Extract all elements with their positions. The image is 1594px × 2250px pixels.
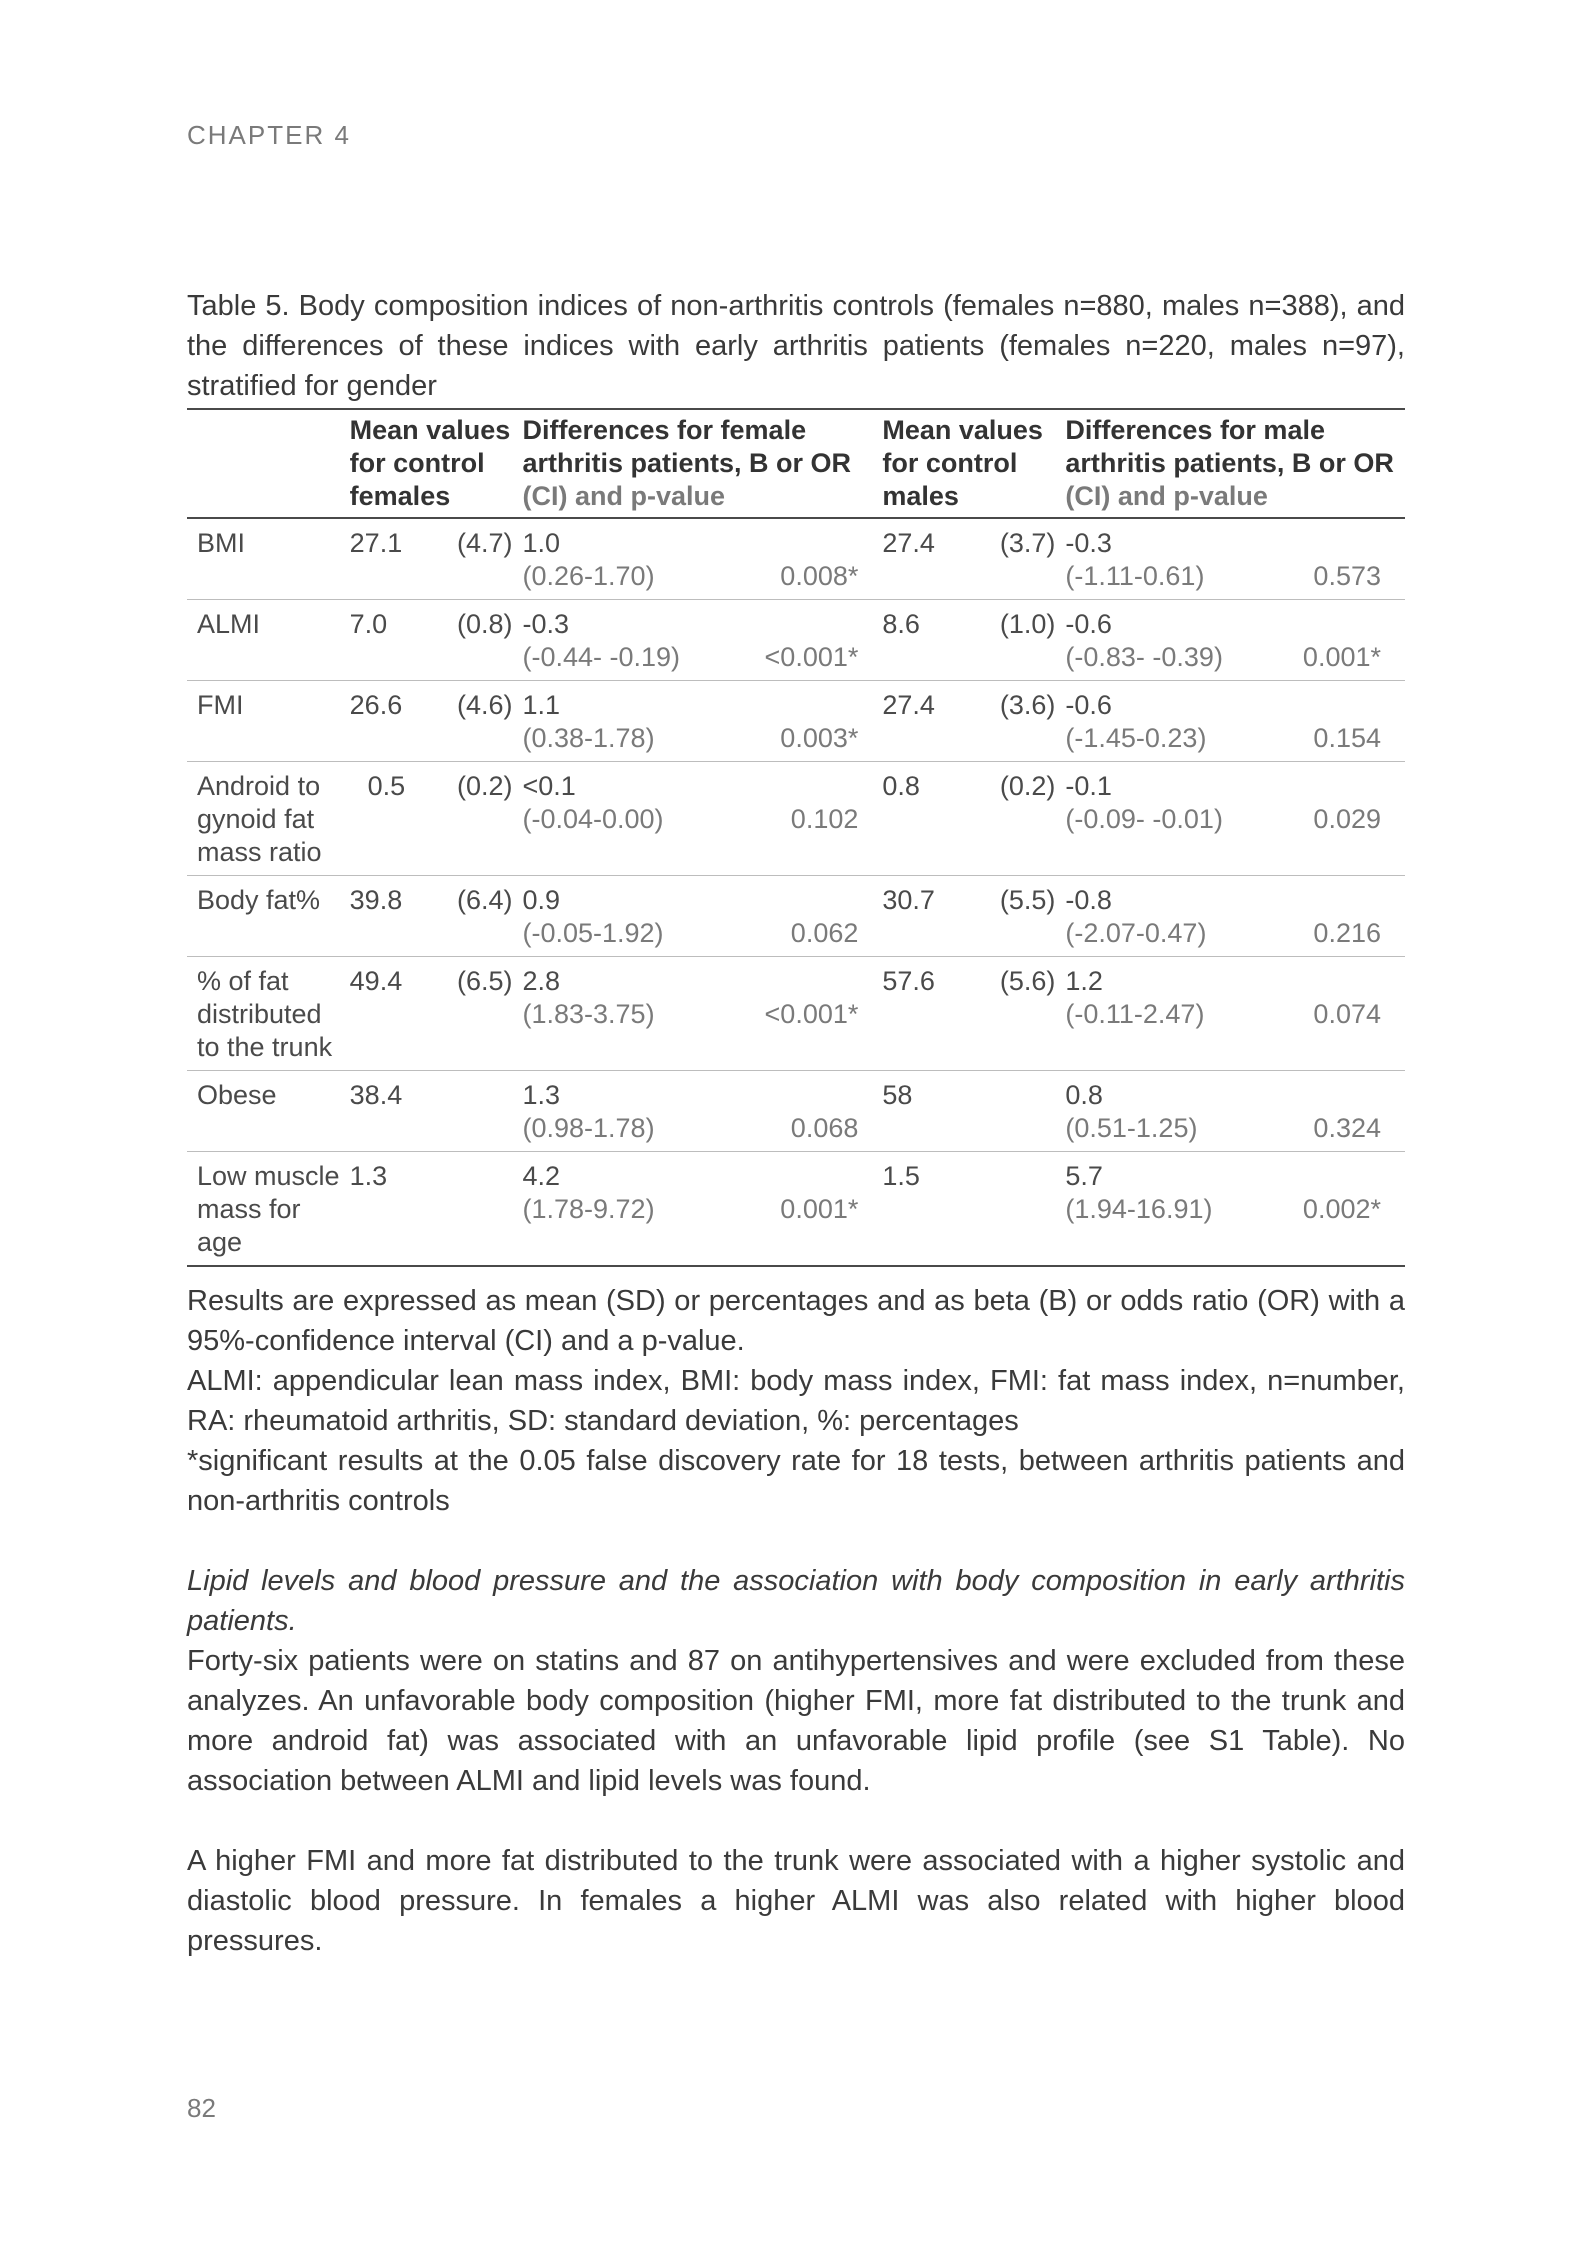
- male-ci: (0.51-1.25): [1065, 1113, 1198, 1143]
- male-mean: 1.5: [882, 1161, 920, 1191]
- male-p: [1289, 762, 1405, 876]
- female-sd: (0.2): [456, 771, 513, 801]
- female-p: [756, 518, 882, 600]
- row-label: % of fat distributed to the trunk: [197, 966, 333, 1062]
- male-mean: 30.7: [882, 885, 935, 915]
- note-significance: *significant results at the 0.05 false discovery rate for 18 tests, between arthritis patients and non-arthritis controls: [187, 1445, 1405, 1517]
- female-sd: (4.6): [456, 690, 513, 720]
- male-sd: (5.6): [999, 966, 1056, 996]
- male-b: -0.8: [1065, 885, 1112, 915]
- table-row: [187, 762, 1405, 876]
- female-p: [756, 681, 882, 762]
- male-mean: 8.6: [882, 609, 920, 639]
- female-diff: [522, 957, 756, 1071]
- table-row: [187, 1152, 1405, 1267]
- female-diff: [522, 681, 756, 762]
- female-p-value: 0.001*: [780, 1194, 859, 1224]
- male-p-value: 0.029: [1313, 804, 1381, 834]
- female-ci: (-0.04-0.00): [522, 804, 664, 834]
- male-p: [1289, 681, 1405, 762]
- table-row: [187, 1071, 1405, 1152]
- page-number: 82: [187, 2093, 216, 2123]
- male-mean: 58: [882, 1080, 913, 1110]
- male-diff: [1065, 600, 1289, 681]
- male-p: [1289, 957, 1405, 1071]
- male-diff: [1065, 518, 1289, 600]
- female-p-value: 0.008*: [780, 561, 859, 591]
- header-diff-female-main: Differences for female arthritis patients, B or OR: [522, 415, 852, 478]
- male-b: -0.3: [1065, 528, 1112, 558]
- female-diff: [522, 1152, 756, 1267]
- note-results: Results are expressed as mean (SD) or percentages and as beta (B) or odds ratio (OR) with a 95%-confidence interval (CI) and a p-value.: [187, 1285, 1405, 1357]
- male-p-value: 0.216: [1313, 918, 1381, 948]
- female-p: [756, 957, 882, 1071]
- female-b: 1.1: [522, 690, 561, 720]
- header-empty: [187, 409, 350, 518]
- female-sd: (6.4): [456, 885, 513, 915]
- female-sd: (0.8): [456, 609, 513, 639]
- male-mean: 57.6: [882, 966, 935, 996]
- male-diff: [1065, 876, 1289, 957]
- header-mean-female: Mean values for control females: [350, 409, 523, 518]
- male-p-value: 0.573: [1313, 561, 1381, 591]
- male-diff: [1065, 1071, 1289, 1152]
- lipid-section: [187, 1561, 1405, 1961]
- header-diff-female-ci: (CI) and p-value: [522, 481, 725, 511]
- table-row: [187, 957, 1405, 1071]
- female-sd: (4.7): [456, 528, 513, 558]
- female-mean: 0.5: [367, 771, 406, 801]
- female-p-value: <0.001*: [764, 999, 859, 1029]
- male-sd: [974, 1071, 1066, 1152]
- female-ci: (0.38-1.78): [522, 723, 655, 753]
- female-mean: 38.4: [349, 1080, 403, 1110]
- female-mean: 39.8: [349, 885, 403, 915]
- male-sd: (3.7): [999, 528, 1056, 558]
- female-p-value: 0.068: [790, 1113, 859, 1143]
- female-b: 4.2: [522, 1161, 561, 1191]
- male-b: 1.2: [1065, 966, 1103, 996]
- row-label: BMI: [197, 528, 246, 558]
- note-abbreviations: ALMI: appendicular lean mass index, BMI: body mass index, FMI: fat mass index, n=number, RA: rheumatoid arthritis, SD: standard deviation, %: percentages: [187, 1365, 1405, 1437]
- male-mean: 27.4: [882, 690, 935, 720]
- male-diff: [1065, 957, 1289, 1071]
- male-p-value: 0.154: [1313, 723, 1381, 753]
- table-header-row: [187, 409, 1405, 518]
- female-diff: [522, 600, 756, 681]
- male-p-value: 0.002*: [1302, 1194, 1381, 1224]
- page-content: [187, 286, 1405, 1961]
- female-b: <0.1: [522, 771, 576, 801]
- female-diff: [522, 518, 756, 600]
- female-ci: (-0.44- -0.19): [522, 642, 681, 672]
- female-p: [756, 1071, 882, 1152]
- female-p: [756, 1152, 882, 1267]
- male-b: 5.7: [1065, 1161, 1103, 1191]
- male-sd: (3.6): [999, 690, 1056, 720]
- female-diff: [522, 876, 756, 957]
- header-diff-female: [522, 409, 882, 518]
- male-mean: 27.4: [882, 528, 935, 558]
- male-ci: (-1.11-0.61): [1065, 561, 1205, 591]
- male-p: [1289, 1152, 1405, 1267]
- male-mean: 0.8: [882, 771, 920, 801]
- table-caption: Table 5. Body composition indices of non-arthritis controls (females n=880, males n=388), and the differences of these indices with early arthritis patients (females n=220, males n=97), stratified for gender: [187, 290, 1405, 402]
- header-mean-male: Mean values for control males: [882, 409, 1065, 518]
- male-p-value: 0.001*: [1302, 642, 1381, 672]
- female-mean: 27.1: [349, 528, 403, 558]
- male-ci: (-0.83- -0.39): [1065, 642, 1223, 672]
- female-mean: 49.4: [349, 966, 403, 996]
- row-label: Android to gynoid fat mass ratio: [197, 771, 322, 867]
- male-ci: (1.94-16.91): [1065, 1194, 1213, 1224]
- female-mean: 26.6: [349, 690, 403, 720]
- female-b: 2.8: [522, 966, 561, 996]
- table-row: [187, 681, 1405, 762]
- male-sd: (5.5): [999, 885, 1056, 915]
- male-ci: (-0.11-2.47): [1065, 999, 1205, 1029]
- male-b: -0.6: [1065, 690, 1112, 720]
- table-notes: [187, 1281, 1405, 1521]
- male-p-value: 0.074: [1313, 999, 1381, 1029]
- male-b: -0.6: [1065, 609, 1112, 639]
- male-sd: [974, 1152, 1066, 1267]
- female-p-value: 0.102: [790, 804, 859, 834]
- female-ci: (0.98-1.78): [522, 1113, 655, 1143]
- male-ci: (-2.07-0.47): [1065, 918, 1207, 948]
- female-sd: (6.5): [456, 966, 513, 996]
- male-p-value: 0.324: [1313, 1113, 1381, 1143]
- female-ci: (-0.05-1.92): [522, 918, 664, 948]
- female-b: 1.0: [522, 528, 561, 558]
- header-diff-male: [1065, 409, 1405, 518]
- female-ci: (0.26-1.70): [522, 561, 655, 591]
- female-p: [756, 876, 882, 957]
- row-label: Obese: [197, 1080, 277, 1110]
- female-mean: 7.0: [349, 609, 388, 639]
- male-p: [1289, 600, 1405, 681]
- male-p: [1289, 876, 1405, 957]
- male-diff: [1065, 762, 1289, 876]
- header-diff-male-main: Differences for male arthritis patients, B or OR: [1065, 415, 1394, 478]
- row-label: Low muscle mass for age: [197, 1161, 340, 1257]
- female-b: 1.3: [522, 1080, 561, 1110]
- male-sd: (1.0): [999, 609, 1056, 639]
- female-sd: [441, 1071, 522, 1152]
- female-diff: [522, 762, 756, 876]
- male-p: [1289, 1071, 1405, 1152]
- male-ci: (-0.09- -0.01): [1065, 804, 1223, 834]
- female-p: [756, 600, 882, 681]
- male-diff: [1065, 681, 1289, 762]
- female-p-value: 0.062: [790, 918, 859, 948]
- table-row: [187, 518, 1405, 600]
- table-row: [187, 876, 1405, 957]
- female-ci: (1.78-9.72): [522, 1194, 655, 1224]
- female-p-value: <0.001*: [764, 642, 859, 672]
- header-diff-male-ci: (CI) and p-value: [1065, 481, 1268, 511]
- row-label: FMI: [197, 690, 244, 720]
- body-composition-table: [187, 408, 1405, 1267]
- female-b: -0.3: [522, 609, 570, 639]
- male-p: [1289, 518, 1405, 600]
- section-paragraph: Forty-six patients were on statins and 87 on antihypertensives and were excluded from these analyzes. An unfavorable body composition (higher FMI, more fat distributed to the trunk and more android fat) was associated with an unfavorable lipid profile (see S1 Table). No association between ALMI and lipid levels was found.: [187, 1645, 1405, 1797]
- male-b: -0.1: [1065, 771, 1112, 801]
- section-paragraph: A higher FMI and more fat distributed to the trunk were associated with a higher systolic and diastolic blood pressure. In females a higher ALMI was also related with higher blood pressures.: [187, 1845, 1405, 1957]
- row-label: ALMI: [197, 609, 261, 639]
- row-label: Body fat%: [197, 885, 321, 915]
- male-diff: [1065, 1152, 1289, 1267]
- female-p-value: 0.003*: [780, 723, 859, 753]
- female-sd: [441, 1152, 522, 1267]
- female-ci: (1.83-3.75): [522, 999, 655, 1029]
- male-ci: (-1.45-0.23): [1065, 723, 1207, 753]
- female-p: [756, 762, 882, 876]
- female-mean: 1.3: [349, 1161, 388, 1191]
- female-diff: [522, 1071, 756, 1152]
- female-b: 0.9: [522, 885, 561, 915]
- male-sd: (0.2): [999, 771, 1056, 801]
- table-row: [187, 600, 1405, 681]
- section-heading: Lipid levels and blood pressure and the association with body composition in early arthritis patients.: [187, 1565, 1405, 1637]
- chapter-header: CHAPTER 4: [187, 120, 351, 150]
- male-b: 0.8: [1065, 1080, 1103, 1110]
